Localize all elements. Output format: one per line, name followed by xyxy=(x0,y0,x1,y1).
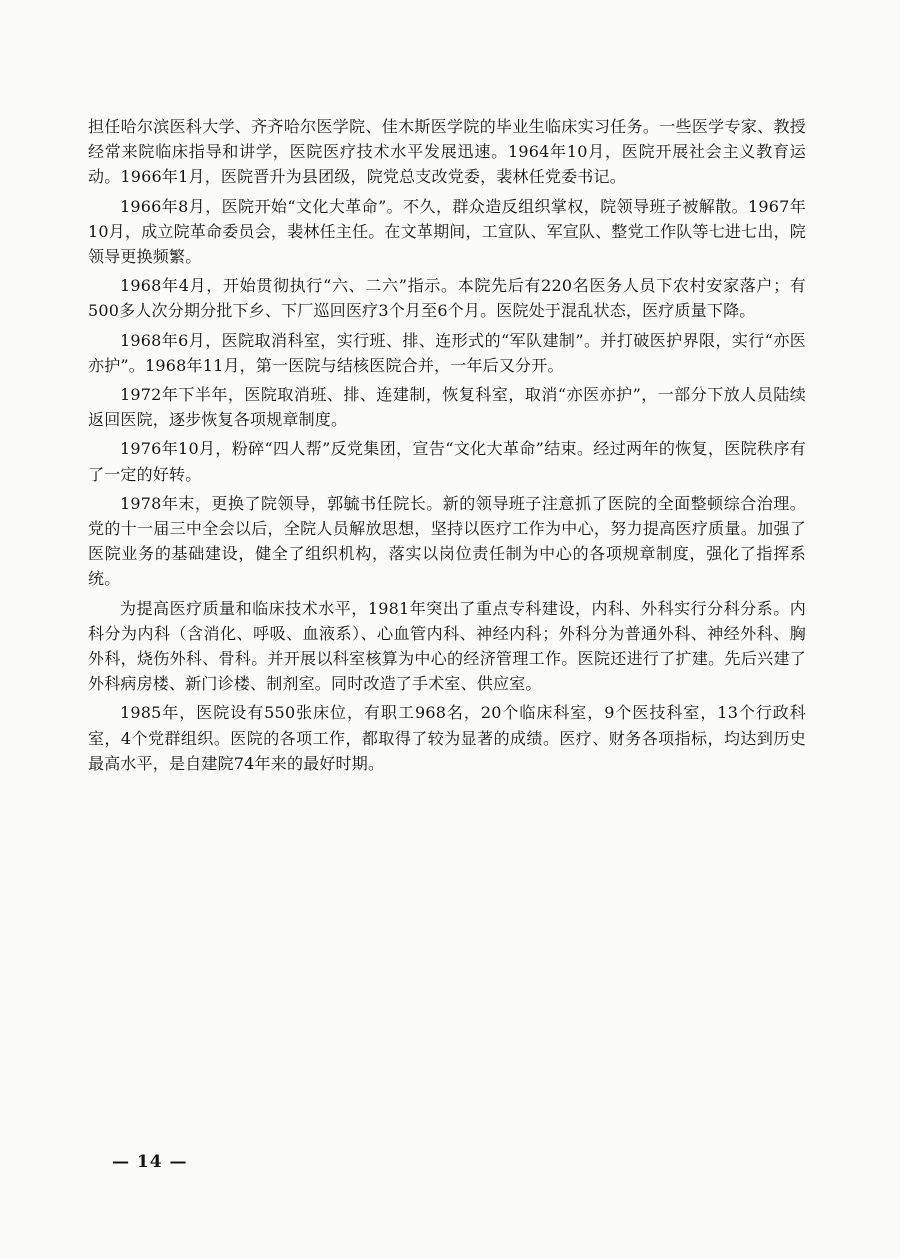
paragraph: 1976年10月，粉碎“四人帮”反党集团，宣告“文化大革命”结束。经过两年的恢复，医院秩序有了一定的好转。 xyxy=(88,439,806,484)
paragraph: 1978年末，更换了院领导，郭毓书任院长。新的领导班子注意抓了医院的全面整顿综合治理。党的十一届三中全会以后，全院人员解放思想，坚持以医疗工作为中心，努力提高医疗质量。加强了医院业务的基础建设，健全了组织机构，落实以岗位责任制为中心的各项规章制度，强化了指挥系统。 xyxy=(88,493,806,589)
paragraph: 1968年6月，医院取消科室，实行班、排、连形式的“军队建制”。并打破医护界限，实行“亦医亦护”。1968年11月，第一医院与结核医院合并，一年后又分开。 xyxy=(88,330,806,375)
body-text xyxy=(88,114,806,780)
paragraph: 担任哈尔滨医科大学、齐齐哈尔医学院、佳木斯医学院的毕业生临床实习任务。一些医学专家、教授经常来院临床指导和讲学，医院医疗技术水平发展迅速。1964年10月，医院开展社会主义教育运动。1966年1月，医院晋升为县团级，院党总支改党委，裴林任党委书记。 xyxy=(88,117,806,187)
paragraph: 1968年4月，开始贯彻执行“六、二六”指示。本院先后有220名医务人员下农村安家落户；有500多人次分期分批下乡、下厂巡回医疗3个月至6个月。医院处于混乱状态，医疗质量下降。 xyxy=(88,276,806,321)
paragraph: 1985年，医院设有550张床位，有职工968名，20个临床科室，9个医技科室，13个行政科室，4个党群组织。医院的各项工作，都取得了较为显著的成绩。医疗、财务各项指标，均达到历史最高水平，是自建院74年来的最好时期。 xyxy=(88,703,806,773)
paragraph: 1972年下半年，医院取消班、排、连建制，恢复科室，取消“亦医亦护”，一部分下放人员陆续返回医院，逐步恢复各项规章制度。 xyxy=(88,385,806,430)
paragraph: 1966年8月，医院开始“文化大革命”。不久，群众造反组织掌权，院领导班子被解散。1967年10月，成立院革命委员会，裴林任主任。在文革期间，工宣队、军宣队、整党工作队等七进七出，院领导更换频繁。 xyxy=(88,196,806,267)
paragraph: 为提高医疗质量和临床技术水平，1981年突出了重点专科建设，内科、外科实行分科分系。内科分为内科（含消化、呼吸、血液系）、心血管内科、神经内科；外科分为普通外科、神经外科、胸外科，烧伤外科、骨科。并开展以科室核算为中心的经济管理工作。医院还进行了扩建。先后兴建了外科病房楼、新门诊楼、制剂室。同时改造了手术室、供应室。 xyxy=(88,598,806,694)
page-number: — 14 — xyxy=(112,1152,188,1172)
